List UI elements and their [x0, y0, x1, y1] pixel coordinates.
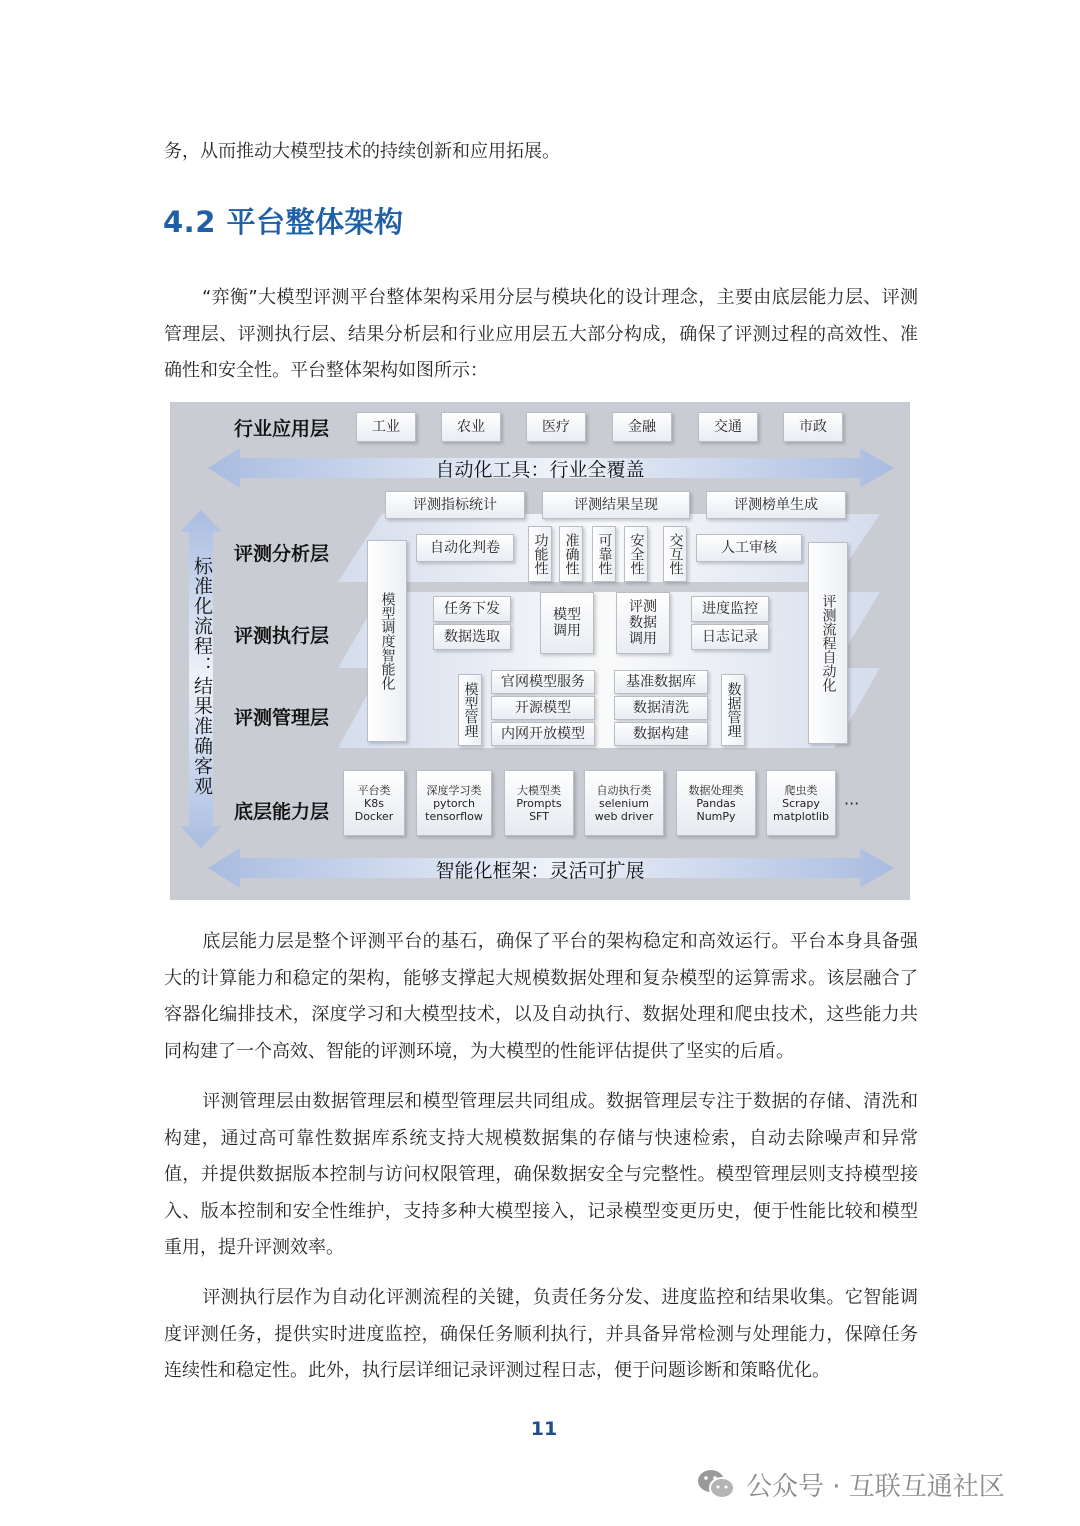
industry-item: 医疗 — [526, 412, 586, 442]
base-item-title: 深度学习类 — [426, 783, 482, 797]
exec-item: 进度监控 — [691, 596, 769, 622]
paragraph-management-layer: 评测管理层由数据管理层和模型管理层共同组成。数据管理层专注于数据的存储、清洗和构建，通过高可靠性数据库系统支持大规模数据集的存储与快速检索，自动去除噪声和异常值，并提供数据版本控制与访问权限管理，确保数据安全与完整性。模型管理层则支持模型接入、版本控制和安全性维护，支持多种大模型接入，记录模型变更历史，便于性能比较和模型重用，提升评测效率。 — [164, 1091, 918, 1258]
execution-layer-label: 评测执行层 — [234, 625, 330, 647]
base-ellipsis: ··· — [844, 794, 860, 813]
base-item-line: web driver — [594, 809, 654, 823]
model-item: 内网开放模型 — [491, 722, 595, 746]
industry-item: 交通 — [698, 412, 758, 442]
section-heading: 4.2 平台整体架构 — [163, 205, 404, 239]
industry-item: 工业 — [356, 412, 416, 442]
auto-judge-box: 自动化判卷 — [416, 534, 514, 562]
data-mgmt-box: 数据管理 — [721, 674, 745, 746]
industry-layer-label: 行业应用层 — [234, 418, 330, 440]
base-item — [504, 770, 574, 836]
base-item-title: 平台类 — [357, 783, 391, 797]
base-item-line: matplotlib — [773, 809, 829, 823]
data-item: 数据清洗 — [614, 696, 708, 720]
base-item-line: Scrapy — [782, 796, 820, 810]
watermark — [696, 1462, 1005, 1506]
wechat-icon — [696, 1467, 736, 1501]
execution-plane — [338, 592, 880, 668]
exec-item: 任务下发 — [433, 596, 511, 622]
base-item — [676, 770, 756, 836]
analysis-top-item: 评测结果呈现 — [542, 491, 690, 519]
base-item — [416, 770, 492, 836]
base-item — [584, 770, 664, 836]
eval-flow-box: 评测流程自动化 — [808, 542, 848, 744]
model-item: 官网模型服务 — [491, 670, 595, 694]
manual-review-box: 人工审核 — [696, 534, 802, 562]
data-item: 基准数据库 — [614, 670, 708, 694]
paragraph-base-layer: 底层能力层是整个评测平台的基石，确保了平台的架构稳定和高效运行。平台本身具备强大的计算能力和稳定的架构，能够支撑起大规模数据处理和复杂模型的运算需求。该层融合了容器化编排技术，深度学习和大模型技术，以及自动执行、数据处理和爬虫技术，这些能力共同构建了一个高效、智能的评测环境，为大模型的性能评估提供了坚实的后盾。 — [164, 931, 918, 1062]
industry-item: 农业 — [441, 412, 501, 442]
base-item-line: selenium — [598, 796, 650, 810]
base-item-title: 大模型类 — [517, 783, 561, 797]
base-item-line: SFT — [529, 809, 549, 823]
data-item: 数据构建 — [614, 722, 708, 746]
base-item-title: 爬虫类 — [784, 783, 818, 797]
analysis-top-item: 评测榜单生成 — [706, 491, 846, 519]
industry-item: 市政 — [783, 412, 843, 442]
base-item-line: Docker — [354, 809, 394, 823]
analysis-layer-label: 评测分析层 — [234, 543, 330, 565]
intro-paragraph: “弈衡”大模型评测平台整体架构采用分层与模块化的设计理念，主要由底层能力层、评测管理层、评测执行层、结果分析层和行业应用层五大部分构成，确保了评测过程的高效性、准确性和安全性。平台整体架构如图所示： — [164, 287, 918, 381]
analysis-top-item: 评测指标统计 — [385, 491, 525, 519]
architecture-diagram — [170, 402, 910, 900]
metric-box: 交互性 — [663, 526, 687, 582]
base-item-line: tensorflow — [425, 809, 483, 823]
page-number: 11 — [530, 1418, 558, 1440]
management-plane — [338, 668, 880, 748]
metric-box: 可靠性 — [592, 526, 616, 582]
metric-box: 安全性 — [624, 526, 648, 582]
base-item — [766, 770, 836, 836]
exec-item: 数据选取 — [433, 624, 511, 650]
exec-item: 日志记录 — [691, 624, 769, 650]
base-item-line: Prompts — [516, 796, 562, 810]
top-arrow-label: 自动化工具：行业全覆盖 — [435, 459, 645, 481]
paragraph-execution-layer: 评测执行层作为自动化评测流程的关键，负责任务分发、进度监控和结果收集。它智能调度评测任务，提供实时进度监控，确保任务顺利执行，并具备异常检测与处理能力，保障任务连续性和稳定性。此外，执行层详细记录评测过程日志，便于问题诊断和策略优化。 — [164, 1287, 918, 1381]
metric-box: 功能性 — [528, 526, 552, 582]
industry-item: 金融 — [612, 412, 672, 442]
base-item-line: K8s — [364, 796, 384, 810]
bottom-arrow-label: 智能化框架：灵活可扩展 — [435, 860, 645, 882]
metric-box: 准确性 — [559, 526, 583, 582]
model-item: 开源模型 — [491, 696, 595, 720]
base-item — [343, 770, 405, 836]
model-call-box: 模型调用 — [540, 592, 594, 654]
watermark-text: 公众号 · 互联互通社区 — [746, 1471, 1005, 1502]
base-item-line: Pandas — [696, 796, 736, 810]
intro-line: 务，从而推动大模型技术的持续创新和应用拓展。 — [164, 141, 560, 162]
management-layer-label: 评测管理层 — [234, 707, 330, 729]
base-item-title: 自动执行类 — [596, 783, 652, 797]
base-item-title: 数据处理类 — [688, 783, 744, 797]
model-scheduling-box: 模型调度智能化 — [367, 540, 407, 742]
base-item-line: pytorch — [433, 796, 475, 810]
model-mgmt-box: 模型管理 — [458, 674, 482, 746]
left-vertical-label: 标准化流程：结果准确客观 — [191, 556, 213, 796]
base-layer-label: 底层能力层 — [234, 801, 330, 823]
base-item-line: NumPy — [696, 809, 736, 823]
data-call-box: 评测数据调用 — [616, 592, 670, 654]
